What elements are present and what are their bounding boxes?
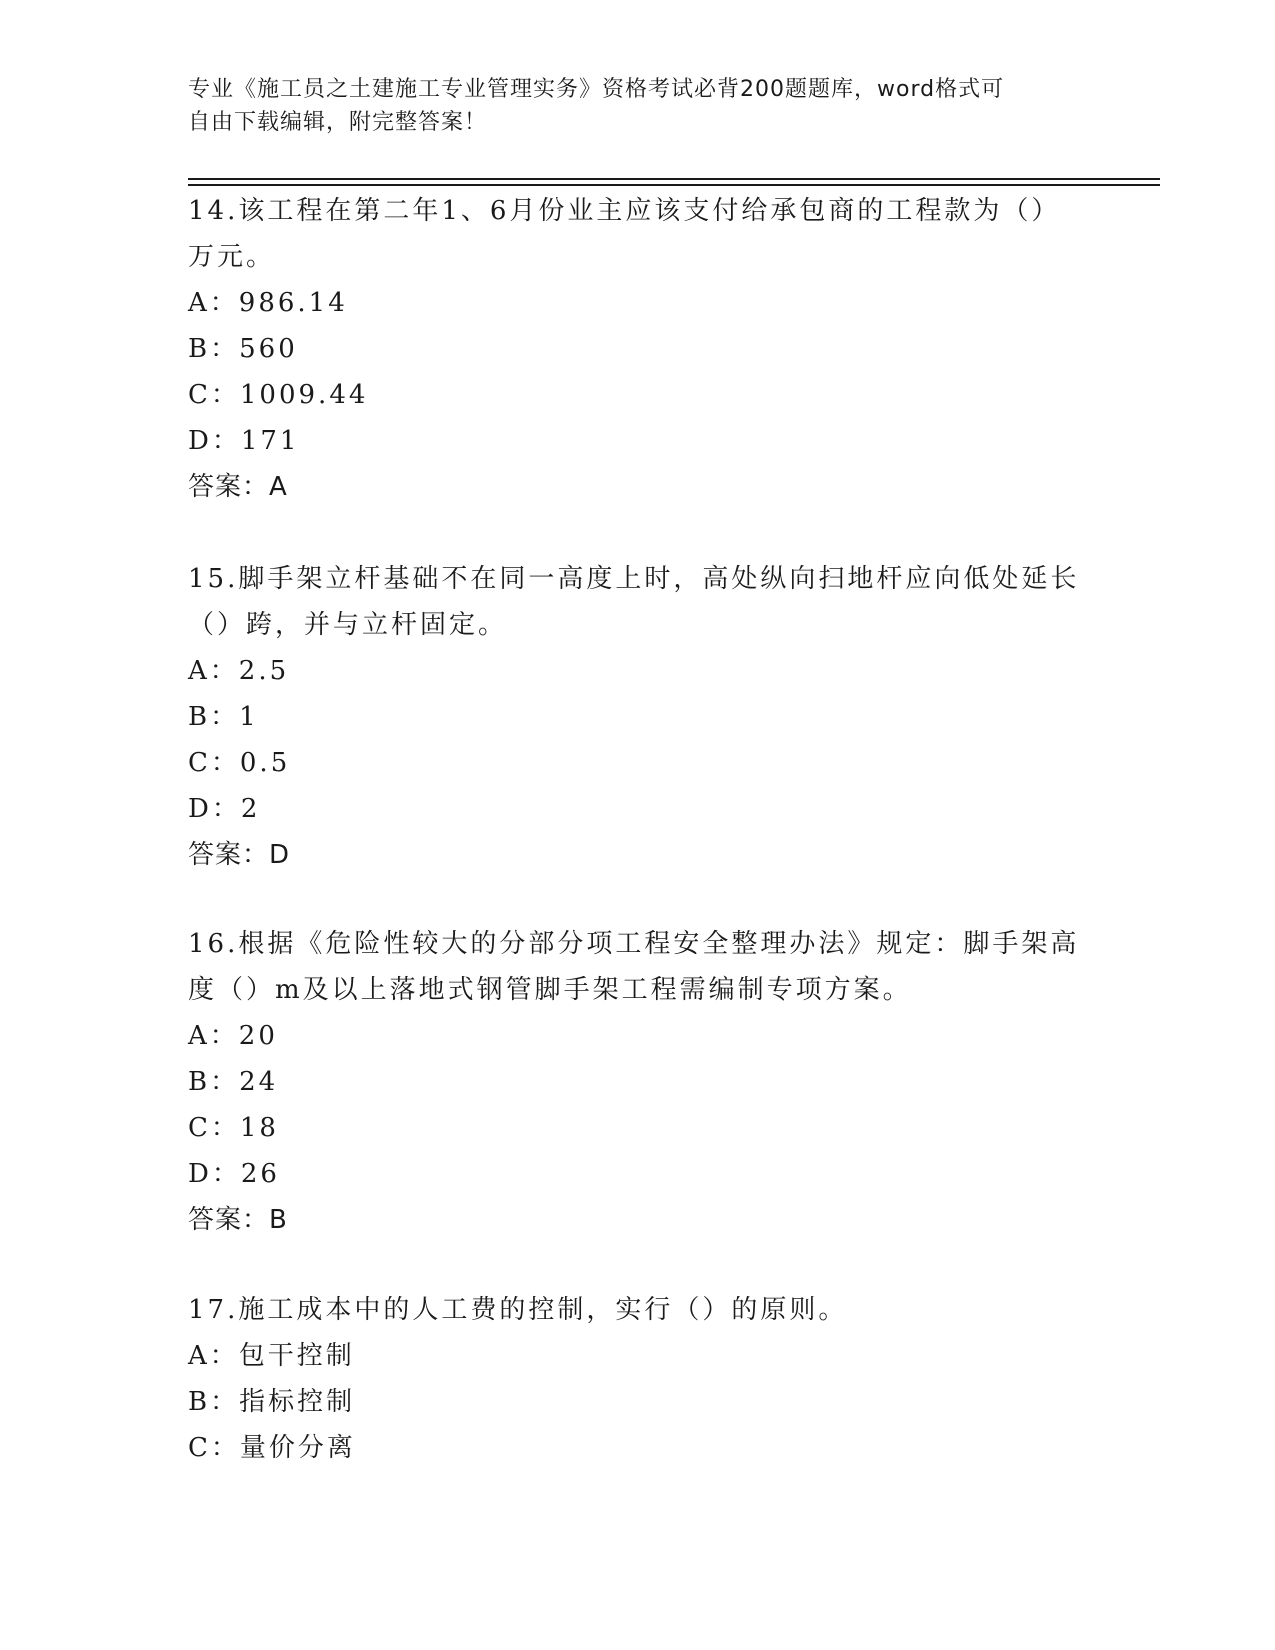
option-c: C：量价分离 bbox=[188, 1433, 356, 1463]
header-title-line-2: 自由下载编辑，附完整答案！ bbox=[188, 110, 488, 135]
answer: 答案：B bbox=[188, 1205, 288, 1235]
option-b: B：1 bbox=[188, 702, 259, 732]
question-stem-line-2: （）跨，并与立杆固定。 bbox=[188, 610, 508, 640]
header-title-line-1: 专业《施工员之土建施工专业管理实务》资格考试必背200题题库，word格式可 bbox=[188, 77, 1005, 102]
question-14 bbox=[188, 188, 1088, 510]
option-d: D：26 bbox=[188, 1159, 280, 1189]
option-a: A：986.14 bbox=[188, 288, 348, 318]
question-stem-line-1: 16.根据《危险性较大的分部分项工程安全整理办法》规定：脚手架高 bbox=[188, 929, 1080, 959]
option-b: B：24 bbox=[188, 1067, 279, 1097]
option-c: C：1009.44 bbox=[188, 380, 369, 410]
option-b: B：指标控制 bbox=[188, 1387, 356, 1417]
answer: 答案：A bbox=[188, 472, 288, 502]
option-c: C：0.5 bbox=[188, 748, 291, 778]
option-a: A：包干控制 bbox=[188, 1341, 355, 1371]
answer: 答案：D bbox=[188, 840, 291, 870]
question-stem-line-1: 17.施工成本中的人工费的控制，实行（）的原则。 bbox=[188, 1295, 848, 1325]
header-divider-bottom bbox=[188, 184, 1160, 186]
header-divider-top bbox=[188, 178, 1160, 180]
option-b: B：560 bbox=[188, 334, 298, 364]
question-17 bbox=[188, 1287, 1088, 1471]
option-d: D：2 bbox=[188, 794, 261, 824]
question-15 bbox=[188, 556, 1088, 878]
question-16 bbox=[188, 921, 1088, 1243]
question-stem-line-1: 15.脚手架立杆基础不在同一高度上时，高处纵向扫地杆应向低处延长 bbox=[188, 564, 1080, 594]
question-stem-line-1: 14.该工程在第二年1、6月份业主应该支付给承包商的工程款为（） bbox=[188, 196, 1061, 226]
option-c: C：18 bbox=[188, 1113, 279, 1143]
document-header bbox=[188, 73, 1068, 139]
question-stem-line-2: 万元。 bbox=[188, 242, 276, 272]
option-a: A：20 bbox=[188, 1021, 278, 1051]
option-d: D：171 bbox=[188, 426, 300, 456]
option-a: A：2.5 bbox=[188, 656, 290, 686]
question-stem-line-2: 度（）m及以上落地式钢管脚手架工程需编制专项方案。 bbox=[188, 975, 912, 1005]
